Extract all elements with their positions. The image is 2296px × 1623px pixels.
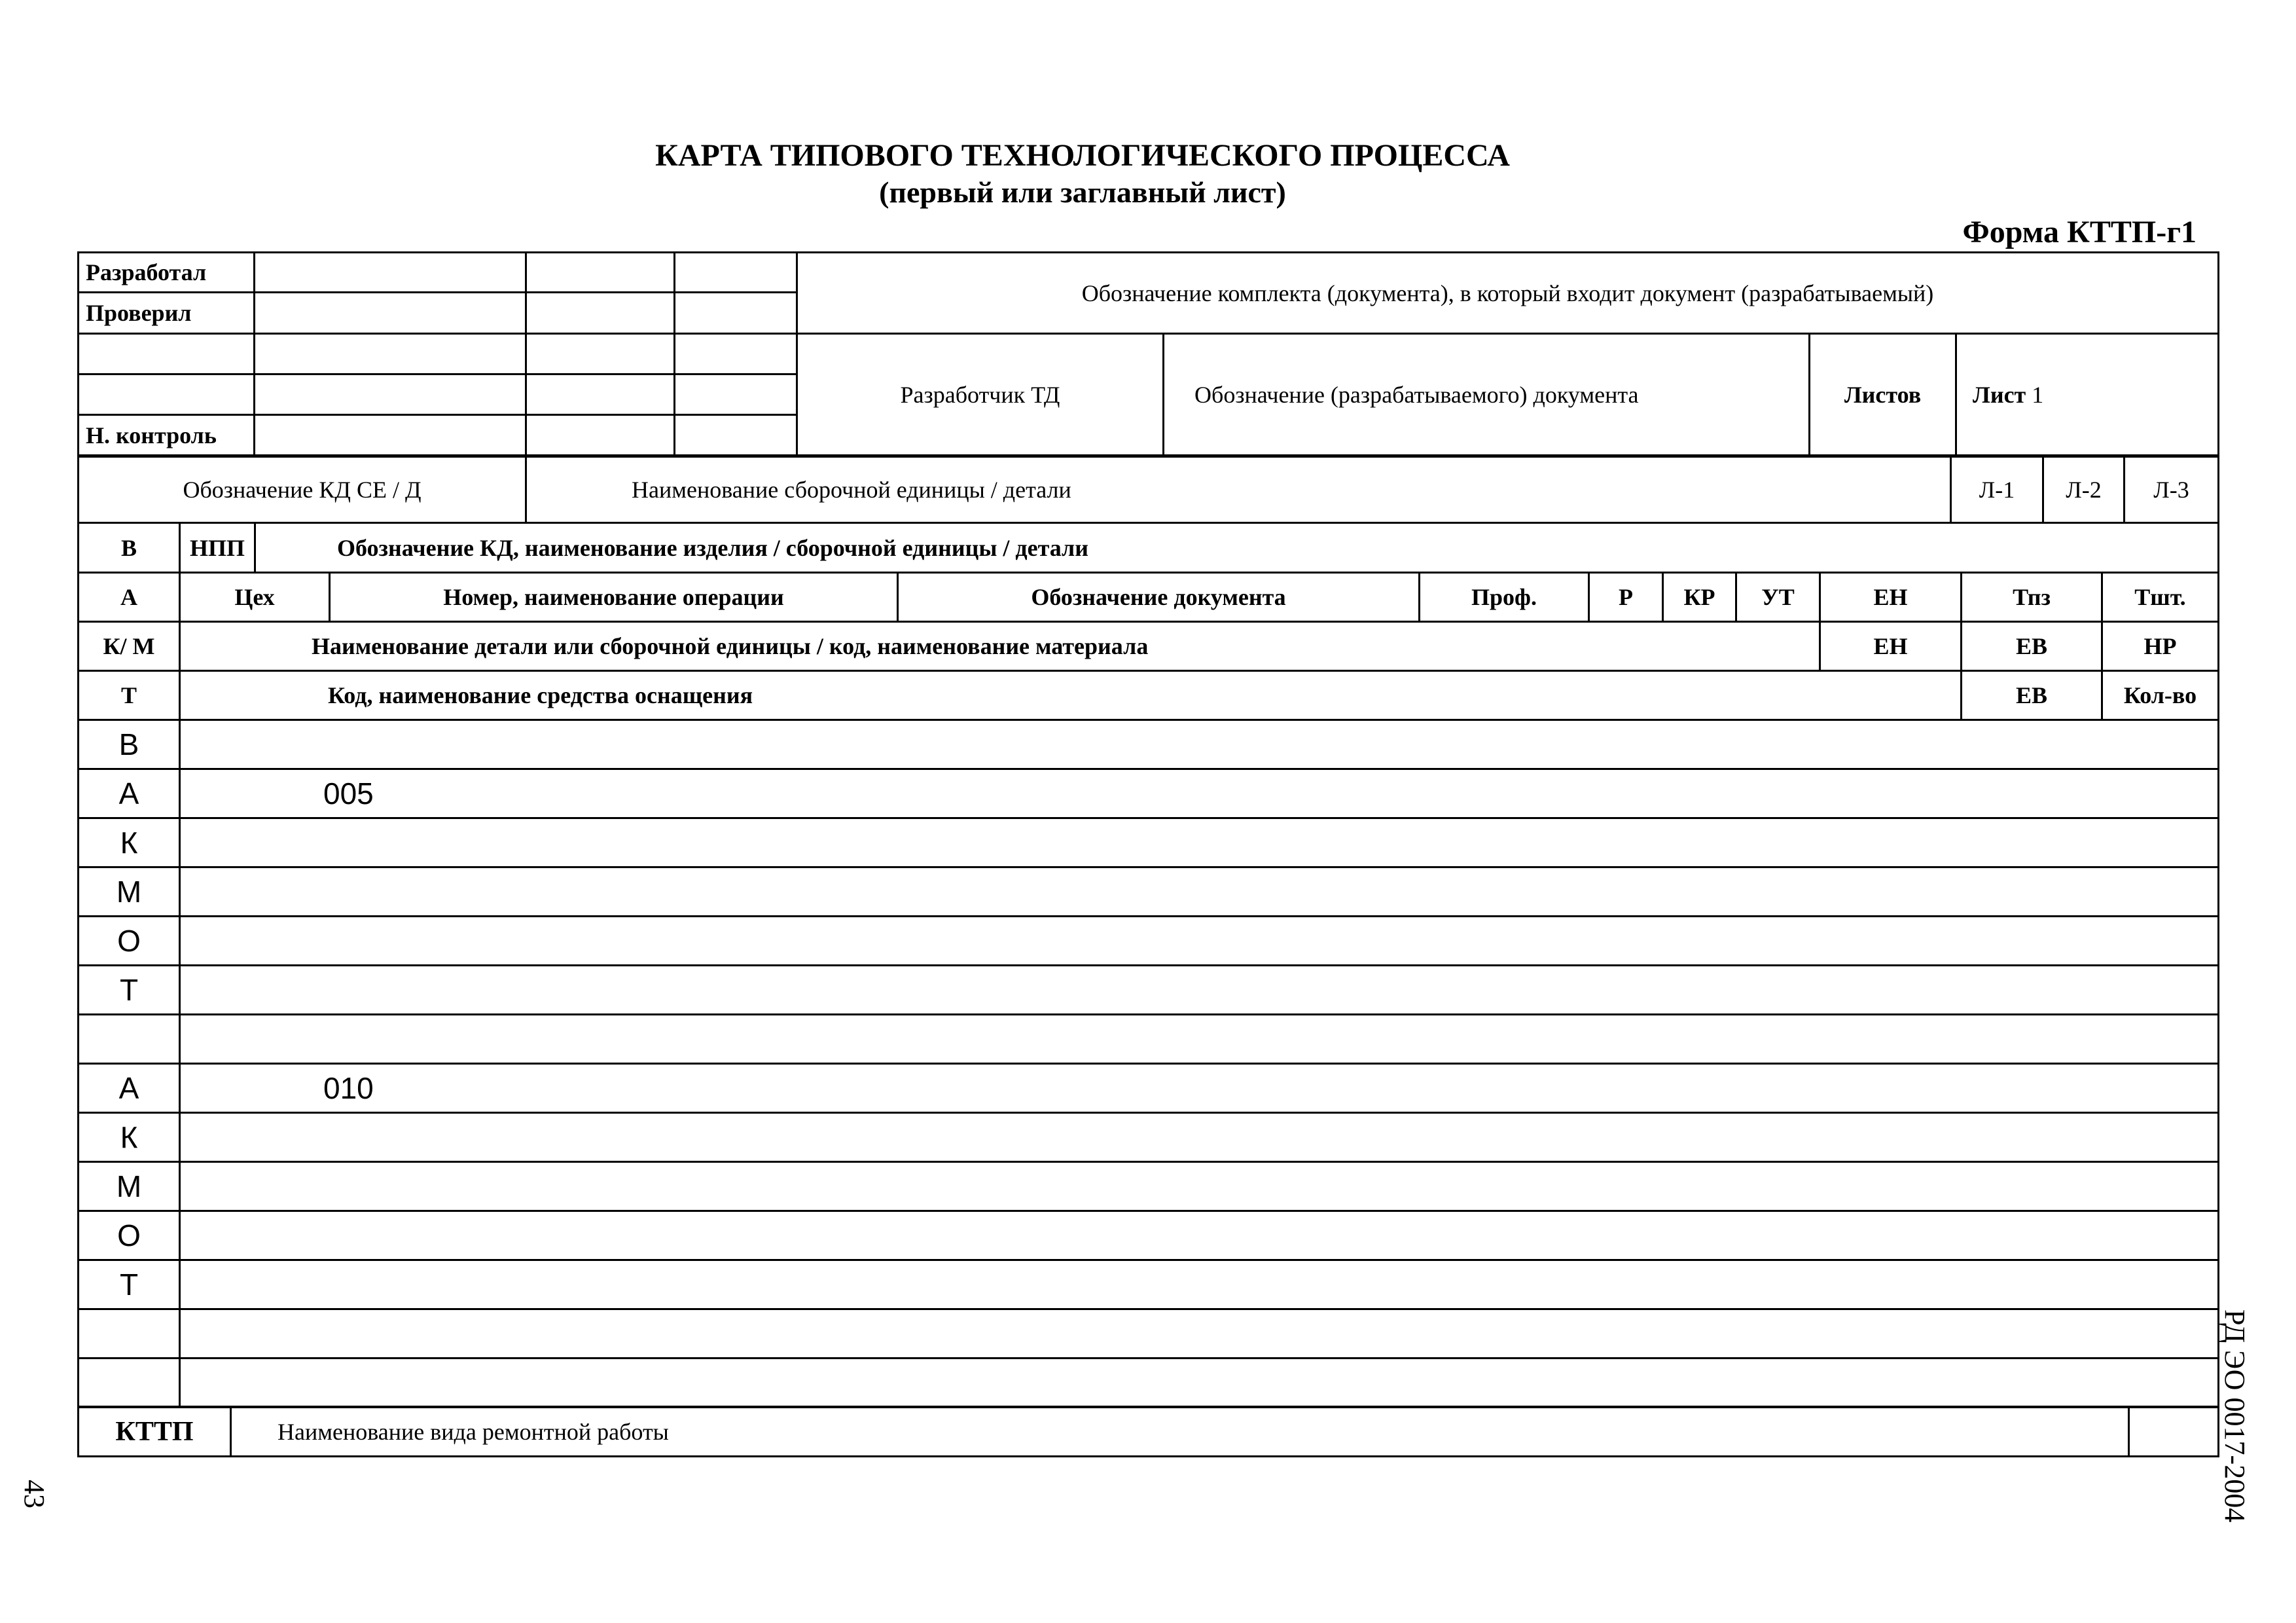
table-row — [79, 720, 2219, 769]
document-title: КАРТА ТИПОВОГО ТЕХНОЛОГИЧЕСКОГО ПРОЦЕССА — [655, 138, 1510, 173]
row-code: М — [79, 867, 180, 917]
l2-label: Л-2 — [2043, 457, 2125, 523]
row-content[interactable] — [180, 1309, 2219, 1359]
table-row — [79, 1064, 2219, 1113]
table-row — [79, 1309, 2219, 1359]
table-row — [79, 1162, 2219, 1211]
repair-type-label: Наименование вида ремонтной работы — [231, 1407, 2129, 1457]
developed-name-cell[interactable] — [255, 253, 526, 293]
row-content[interactable] — [180, 867, 2219, 917]
set-designation-label: Обозначение комплекта (документа), в который входит документ (разрабатываемый) — [797, 253, 2219, 334]
row-content[interactable] — [180, 1260, 2219, 1309]
legend-kd-designation: Обозначение КД, наименование изделия / сборочной единицы / детали — [255, 523, 2219, 573]
repair-type-code-cell[interactable] — [2129, 1407, 2219, 1457]
row-code: М — [79, 1162, 180, 1211]
legend-ev: ЕВ — [1962, 622, 2102, 671]
table-row — [79, 966, 2219, 1015]
table-row — [79, 769, 2219, 818]
row-content[interactable] — [180, 966, 2219, 1015]
legend-qty: Кол-во — [2102, 671, 2219, 720]
sheets-label: Листов — [1810, 334, 1956, 456]
row-code: К — [79, 818, 180, 867]
checked-label: Проверил — [79, 293, 255, 334]
operations-table — [77, 522, 2219, 1408]
checked-sign-cell[interactable] — [526, 293, 675, 334]
legend-en: ЕН — [1820, 573, 1962, 622]
row-content[interactable] — [180, 720, 2219, 769]
legend-document: Обозначение документа — [898, 573, 1420, 622]
row-code: В — [79, 720, 180, 769]
blank-name-cell-2[interactable] — [255, 374, 526, 415]
legend-nr: НР — [2102, 622, 2219, 671]
title-block — [77, 251, 2219, 456]
part-row — [77, 456, 2219, 524]
developed-sign-cell[interactable] — [526, 253, 675, 293]
legend-prof: Проф. — [1420, 573, 1589, 622]
row-content[interactable] — [180, 1211, 2219, 1260]
legend-t: Т — [79, 671, 180, 720]
row-code: А — [79, 769, 180, 818]
row-content[interactable] — [180, 1015, 2219, 1064]
legend-npp: НПП — [180, 523, 255, 573]
legend-kr: КР — [1663, 573, 1736, 622]
table-row — [79, 818, 2219, 867]
table-row — [79, 1211, 2219, 1260]
legend-km: К/ М — [79, 622, 180, 671]
page-number: 43 — [18, 1480, 50, 1508]
row-content[interactable] — [180, 818, 2219, 867]
legend-ev-2: ЕВ — [1962, 671, 2102, 720]
table-row — [79, 867, 2219, 917]
table-row — [79, 917, 2219, 966]
sheet-cell — [1956, 334, 2219, 456]
document-code: РД ЭО 0017-2004 — [2219, 1309, 2251, 1523]
norm-control-label: Н. контроль — [79, 415, 255, 456]
checked-date-cell[interactable] — [675, 293, 797, 334]
table-row — [79, 1260, 2219, 1309]
row-content[interactable] — [180, 1113, 2219, 1162]
blank-sign-label-2 — [79, 374, 255, 415]
checked-name-cell[interactable] — [255, 293, 526, 334]
kttp-label: КТТП — [79, 1407, 231, 1457]
kd-designation-label: Обозначение КД СЕ / Д — [79, 457, 526, 523]
legend-tsht: Тшт. — [2102, 573, 2219, 622]
legend-a: А — [79, 573, 180, 622]
developed-date-cell[interactable] — [675, 253, 797, 293]
table-row — [79, 1015, 2219, 1064]
td-developer-label: Разработчик ТД — [797, 334, 1164, 456]
table-row — [79, 1359, 2219, 1408]
row-content[interactable]: 005 — [180, 769, 2219, 818]
sheet-number: 1 — [2032, 381, 2044, 408]
blank-date-cell[interactable] — [675, 334, 797, 374]
legend-material: Наименование детали или сборочной единицы / код, наименование материала — [180, 622, 1820, 671]
row-code: О — [79, 917, 180, 966]
legend-r: Р — [1589, 573, 1663, 622]
legend-tpz: Тпз — [1962, 573, 2102, 622]
legend-v: В — [79, 523, 180, 573]
row-code: Т — [79, 1260, 180, 1309]
row-code — [79, 1015, 180, 1064]
document-subtitle: (первый или заглавный лист) — [879, 175, 1286, 209]
norm-control-date-cell[interactable] — [675, 415, 797, 456]
blank-sign-cell-2[interactable] — [526, 374, 675, 415]
row-code: Т — [79, 966, 180, 1015]
blank-sign-cell[interactable] — [526, 334, 675, 374]
doc-designation-label: Обозначение (разрабатываемого) документа — [1164, 334, 1810, 456]
row-code: К — [79, 1113, 180, 1162]
l1-label: Л-1 — [1951, 457, 2043, 523]
norm-control-sign-cell[interactable] — [526, 415, 675, 456]
row-content[interactable] — [180, 917, 2219, 966]
form-code: Форма КТТП-г1 — [1962, 215, 2197, 249]
legend-ut: УТ — [1736, 573, 1820, 622]
blank-sign-label — [79, 334, 255, 374]
legend-workshop: Цех — [180, 573, 330, 622]
legend-en-2: ЕН — [1820, 622, 1962, 671]
footer-row — [77, 1406, 2219, 1457]
row-code — [79, 1309, 180, 1359]
norm-control-name-cell[interactable] — [255, 415, 526, 456]
row-content[interactable] — [180, 1162, 2219, 1211]
blank-date-cell-2[interactable] — [675, 374, 797, 415]
row-code — [79, 1359, 180, 1408]
part-name-label: Наименование сборочной единицы / детали — [526, 457, 1951, 523]
legend-equipment: Код, наименование средства оснащения — [180, 671, 1962, 720]
developed-label: Разработал — [79, 253, 255, 293]
table-row — [79, 1113, 2219, 1162]
row-code: А — [79, 1064, 180, 1113]
row-code: О — [79, 1211, 180, 1260]
row-content[interactable] — [180, 1359, 2219, 1408]
legend-operation: Номер, наименование операции — [330, 573, 898, 622]
blank-name-cell[interactable] — [255, 334, 526, 374]
row-content[interactable]: 010 — [180, 1064, 2219, 1113]
sheet-label: Лист — [1973, 381, 2026, 408]
l3-label: Л-3 — [2125, 457, 2219, 523]
